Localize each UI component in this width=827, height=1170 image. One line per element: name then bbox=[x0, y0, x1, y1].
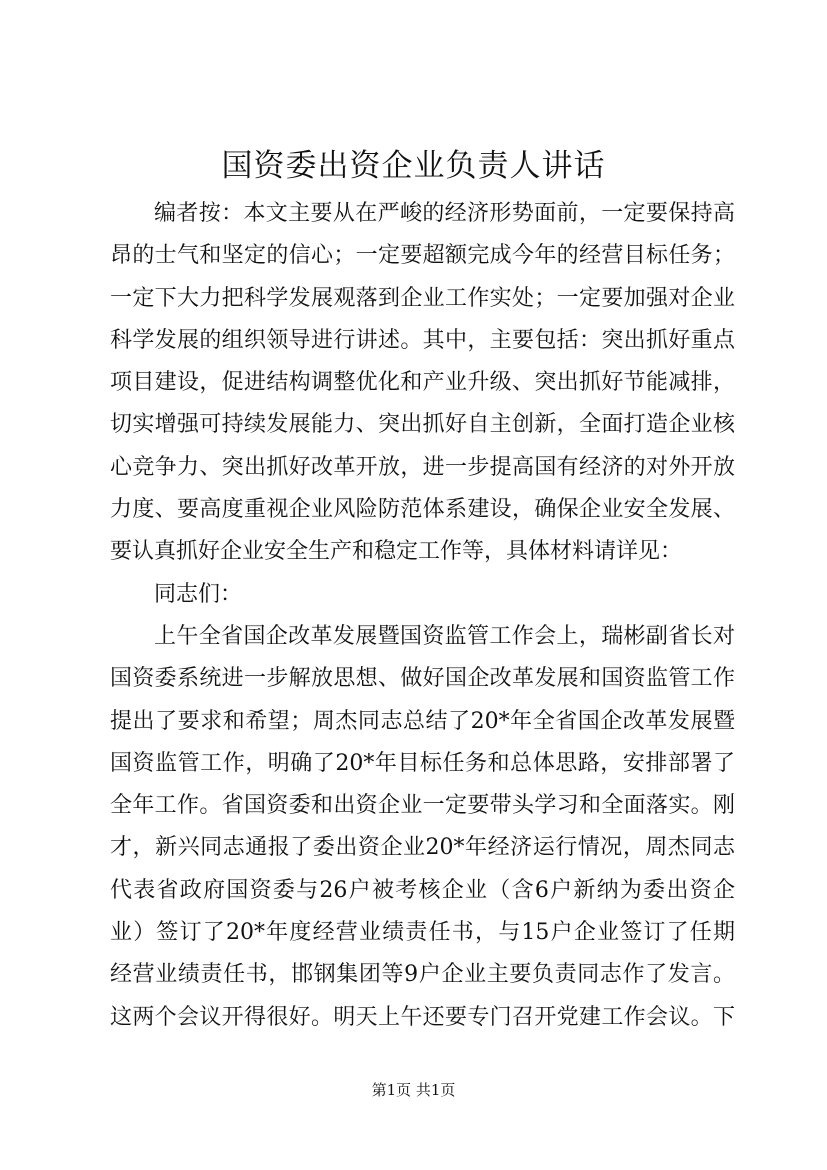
paragraph-line: 全年工作。省国资委和出资企业一定要带头学习和全面落实。刚 bbox=[110, 793, 735, 819]
paragraph-line: 要认真抓好企业安全生产和稳定工作等，具体材料请详见： bbox=[110, 539, 683, 565]
page-footer: 第1页 共1页 bbox=[371, 1081, 456, 1099]
paragraph-line: 编者按：本文主要从在严峻的经济形势面前，一定要保持高 bbox=[154, 201, 735, 226]
paragraph-line: 上午全省国企改革发展暨国资监管工作会上，瑞彬副省长对 bbox=[154, 623, 735, 649]
paragraph-line: 科学发展的组织领导进行讲述。其中，主要包括：突出抓好重点 bbox=[110, 327, 735, 353]
paragraph-line: 这两个会议开得很好。明天上午还要专门召开党建工作会议。下 bbox=[110, 1004, 735, 1030]
paragraph-line: 经营业绩责任书，邯钢集团等9户企业主要负责同志作了发言。 bbox=[110, 962, 735, 988]
paragraph-line: 心竞争力、突出抓好改革开放，进一步提高国有经济的对外开放 bbox=[110, 454, 735, 480]
paragraph-line: 力度、要高度重视企业风险防范体系建设，确保企业安全发展、 bbox=[110, 497, 735, 523]
paragraph-line: 国资委系统进一步解放思想、做好国企改革发展和国资监管工作 bbox=[110, 666, 735, 692]
document-title: 国资委出资企业负责人讲话 bbox=[221, 148, 606, 184]
salutation-line: 同志们： bbox=[154, 581, 243, 607]
paragraph-line: 项目建设，促进结构调整优化和产业升级、突出抓好节能减排， bbox=[110, 370, 735, 396]
paragraph-line: 提出了要求和希望；周杰同志总结了20*年全省国企改革发展暨 bbox=[110, 708, 735, 734]
paragraph-line: 才，新兴同志通报了委出资企业20*年经济运行情况，周杰同志 bbox=[110, 835, 735, 861]
document-body bbox=[110, 193, 735, 1039]
paragraph-line: 业）签订了20*年度经营业绩责任书，与15户企业签订了任期 bbox=[110, 920, 735, 946]
paragraph-line: 一定下大力把科学发展观落到企业工作实处；一定要加强对企业 bbox=[110, 285, 735, 311]
paragraph-line: 昂的士气和坚定的信心；一定要超额完成今年的经营目标任务； bbox=[110, 243, 735, 269]
paragraph-line: 代表省政府国资委与26户被考核企业（含6户新纳为委出资企 bbox=[110, 877, 735, 903]
paragraph-line: 切实增强可持续发展能力、突出抓好自主创新，全面打造企业核 bbox=[110, 412, 735, 438]
paragraph-line: 国资监管工作，明确了20*年目标任务和总体思路，安排部署了 bbox=[110, 750, 735, 776]
